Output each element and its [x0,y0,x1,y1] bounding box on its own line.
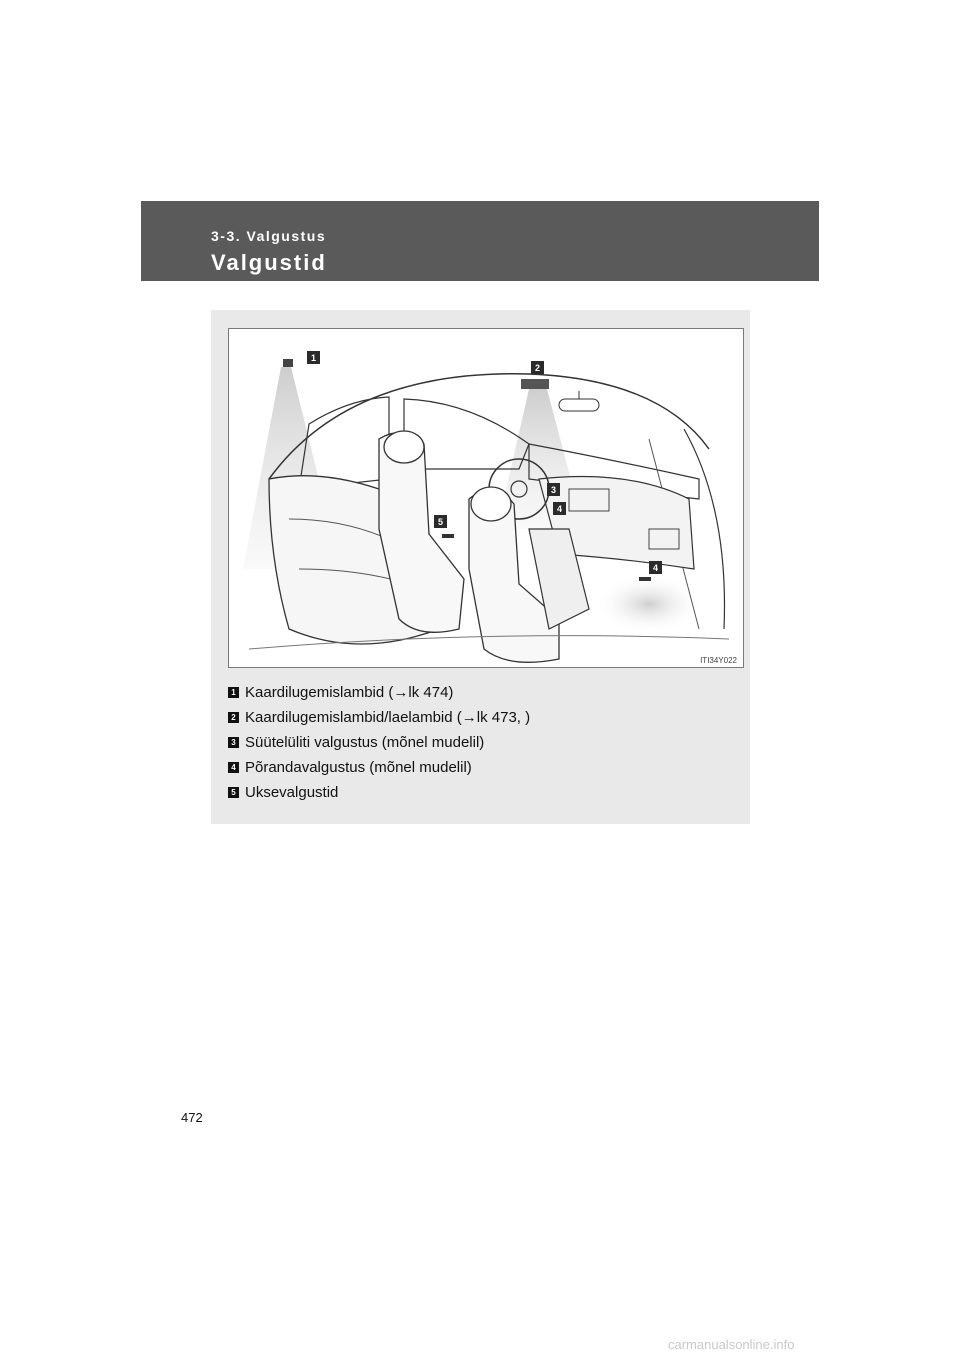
section-header [141,201,819,281]
watermark: carmanualsonline.info [668,1337,795,1352]
callout-4: 4 [553,502,566,515]
floor-light-pool [594,574,704,634]
legend-text: Süütelüliti valgustus (mõnel mudelil) [245,734,485,751]
ceiling-lamp-icon [521,379,549,389]
figure-code: ITI34Y022 [700,656,737,665]
legend-item [228,780,530,805]
car-interior-drawing [229,329,744,668]
car-interior-illustration [228,328,744,668]
legend-item [228,705,530,730]
legend-number: 2 [228,712,239,723]
door-light-icon [442,534,454,538]
legend-item [228,730,530,755]
legend-number: 4 [228,762,239,773]
legend-text: Uksevalgustid [245,784,339,801]
legend-text: Kaardilugemislambid/laelambid (→lk 473, ) [245,709,531,726]
page-title: Valgustid [211,250,327,275]
callout-5: 5 [434,515,447,528]
callout-1: 1 [307,351,320,364]
page-number: 472 [181,1110,203,1125]
legend-text: Kaardilugemislambid (→lk 474) [245,684,454,701]
floor-light-icon [639,577,651,581]
legend-list [228,680,530,805]
illustration-panel [211,310,750,824]
callout-2: 2 [531,361,544,374]
callout-3: 3 [547,483,560,496]
legend-item [228,755,530,780]
map-lamp-icon [283,359,293,367]
section-label: 3-3. Valgustus [211,228,327,244]
callout-4-floor: 4 [649,561,662,574]
legend-number: 5 [228,787,239,798]
legend-item [228,680,530,705]
legend-number: 3 [228,737,239,748]
legend-number: 1 [228,687,239,698]
legend-text: Põrandavalgustus (mõnel mudelil) [245,759,472,776]
